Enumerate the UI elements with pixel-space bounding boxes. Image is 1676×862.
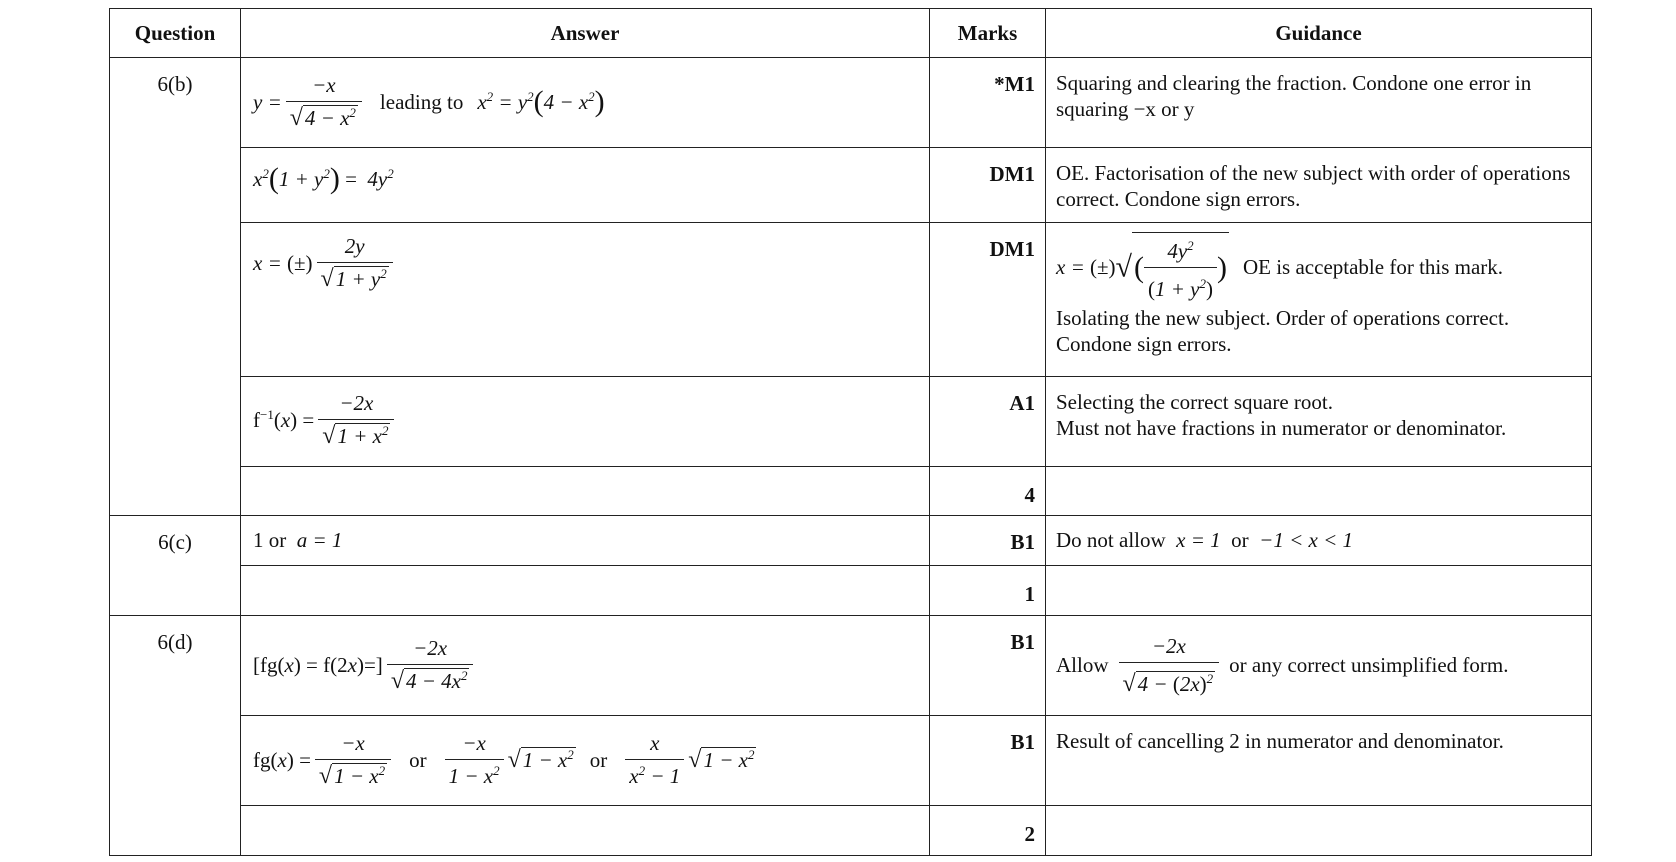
total-row bbox=[110, 806, 1592, 856]
guidance-cell bbox=[1046, 467, 1592, 516]
total-row bbox=[110, 566, 1592, 616]
table-row bbox=[110, 516, 1592, 566]
guidance-cell bbox=[1046, 806, 1592, 856]
header-marks: Marks bbox=[930, 9, 1046, 58]
answer-cell: fg( x ) = $\frac{-x}{√1 - x^2}$ or $\frac{-x}{1 - x^2}$ $√1 - x^2$ or $\frac{x}{x^2 - 1}$ $√1 - x^2$ bbox=[241, 716, 930, 806]
guidance-suffix: or any correct unsimplified form. bbox=[1229, 653, 1509, 677]
guidance-line: Selecting the correct square root. bbox=[1056, 390, 1333, 414]
answer-cell: $x^2$ ( $1 + y^2$ ) = $4y^2$ bbox=[241, 148, 930, 223]
total-row bbox=[110, 467, 1592, 516]
guidance-line: Must not have fractions in numerator or denominator. bbox=[1056, 416, 1507, 440]
answer-cell: [fg( x ) = f(2 x )=] $\frac{-2x}{√4 - 4x^2}$ bbox=[241, 616, 930, 716]
table-row bbox=[110, 223, 1592, 377]
guidance-or: or bbox=[1231, 528, 1249, 552]
mark-cell: *M1 bbox=[930, 58, 1046, 148]
guidance-cell bbox=[1046, 566, 1592, 616]
header-answer: Answer bbox=[241, 9, 930, 58]
or-text: or bbox=[589, 747, 608, 772]
guidance-text: Isolating the new subject. Order of operations correct. Condone sign errors. bbox=[1056, 306, 1510, 356]
guidance-prefix: Do not allow bbox=[1056, 528, 1166, 552]
answer-cell: x = (±) $\frac{2y}{√1 + y^2}$ bbox=[241, 223, 930, 377]
guidance-cell bbox=[1046, 377, 1592, 467]
guidance-cell: Squaring and clearing the fraction. Condone one error in squaring −x or y bbox=[1046, 58, 1592, 148]
total-marks: 2 bbox=[930, 806, 1046, 856]
total-marks: 1 bbox=[930, 566, 1046, 616]
mark-cell: B1 bbox=[930, 616, 1046, 716]
mark-cell: DM1 bbox=[930, 148, 1046, 223]
leading-to-text: leading to bbox=[379, 89, 464, 114]
answer-cell bbox=[241, 566, 930, 616]
mark-cell: B1 bbox=[930, 716, 1046, 806]
answer-cell: 1 or a = 1 bbox=[241, 516, 930, 566]
guidance-cell: OE. Factorisation of the new subject with order of operations correct. Condone sign errors. bbox=[1046, 148, 1592, 223]
header-guidance: Guidance bbox=[1046, 9, 1592, 58]
header-row bbox=[110, 9, 1592, 58]
guidance-cell: Allow $\frac{-2x}{√4 - (2x)^2}$ or any correct unsimplified form. bbox=[1046, 616, 1592, 716]
allow-text: Allow bbox=[1056, 653, 1109, 677]
answer-cell bbox=[241, 467, 930, 516]
guidance-cell: x = (±) √ ( $\frac{4y^2}{(1 + y^2)}$ ) OE is acceptable for this mark. Isolating the new subject. Order of operations correct. Condone sign errors. bbox=[1046, 223, 1592, 377]
answer-prefix: 1 or bbox=[253, 527, 287, 552]
mark-cell: A1 bbox=[930, 377, 1046, 467]
answer-cell: $f^{-1}$( x ) = $\frac{-2x}{√1 + x^2}$ bbox=[241, 377, 930, 467]
guidance-cell: Result of cancelling 2 in numerator and denominator. bbox=[1046, 716, 1592, 806]
or-text: or bbox=[409, 747, 427, 772]
table-row bbox=[110, 58, 1592, 148]
question-label: 6(b) bbox=[110, 58, 241, 516]
table-row bbox=[110, 377, 1592, 467]
total-marks: 4 bbox=[930, 467, 1046, 516]
header-question: Question bbox=[110, 9, 241, 58]
guidance-oe-text: OE is acceptable for this mark. bbox=[1242, 255, 1504, 279]
table-row bbox=[110, 616, 1592, 716]
question-label: 6(c) bbox=[110, 516, 241, 616]
guidance-cell: Do not allow x = 1 or −1 < x < 1 bbox=[1046, 516, 1592, 566]
table-row bbox=[110, 148, 1592, 223]
mark-cell: DM1 bbox=[930, 223, 1046, 377]
answer-cell: y = $\frac{-x}{√4 - x^2}$ leading to $x^2 = y^2$ ( $4 - x^2$ ) bbox=[241, 58, 930, 148]
answer-cell bbox=[241, 806, 930, 856]
mark-scheme-table bbox=[109, 8, 1592, 856]
question-label: 6(d) bbox=[110, 616, 241, 856]
mark-cell: B1 bbox=[930, 516, 1046, 566]
table-row bbox=[110, 716, 1592, 806]
